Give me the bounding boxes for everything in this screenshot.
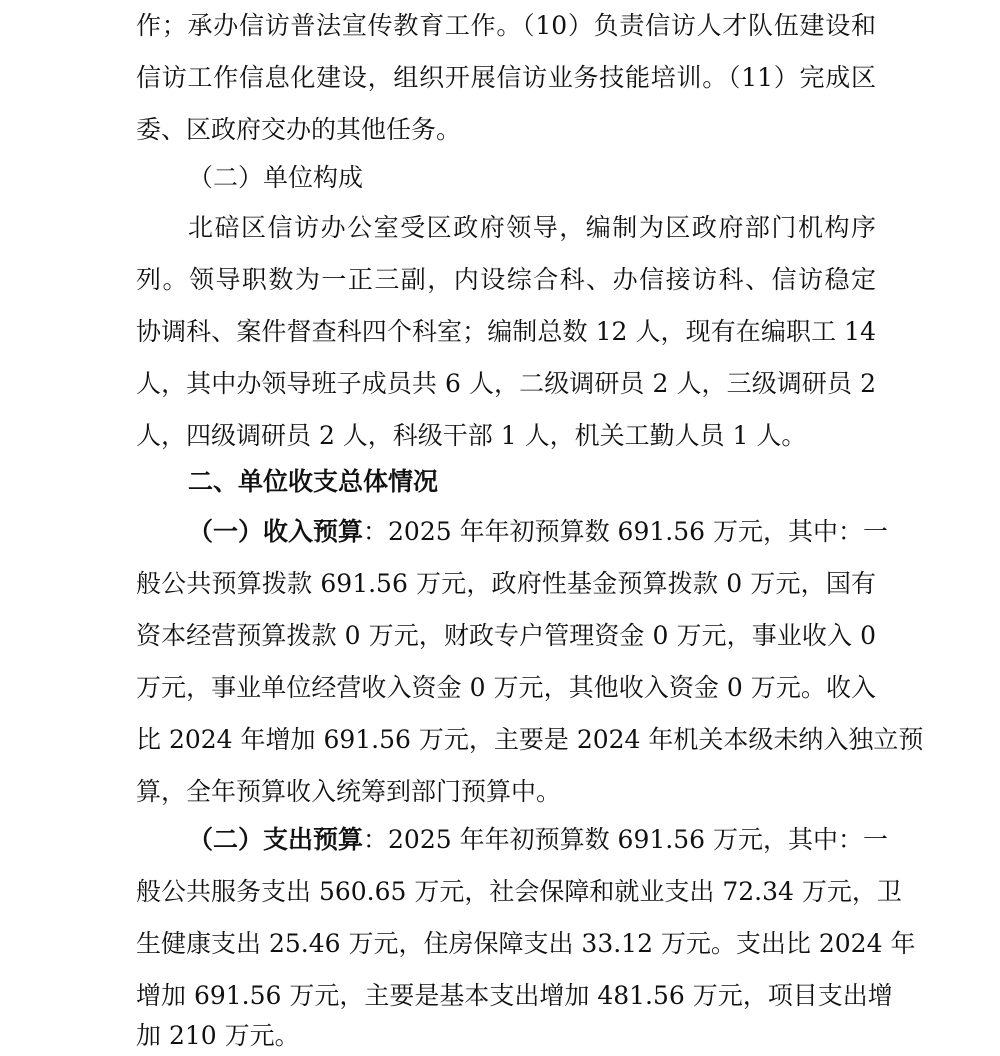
expenditure-line-1-text: ：2025 年年初预算数 691.56 万元，其中：一 xyxy=(363,825,888,854)
income-line-2: 般公共预算拨款 691.56 万元，政府性基金预算拨款 0 万元，国有 xyxy=(136,569,876,598)
income-line-1 xyxy=(188,512,888,552)
income-label: （一）收入预算 xyxy=(188,517,364,546)
income-line-5: 比 2024 年增加 691.56 万元，主要是 2024 年机关本级未纳入独立预 xyxy=(136,725,924,754)
paragraph-1-line-3: 委、区政府交办的其他任务。 xyxy=(136,115,462,144)
expenditure-label: （二）支出预算 xyxy=(188,825,364,854)
paragraph-2-line-4: 人，其中办领导班子成员共 6 人，二级调研员 2 人，三级调研员 2 xyxy=(136,369,876,398)
paragraph-2-line-3: 协调科、案件督查科四个科室；编制总数 12 人，现有在编职工 14 xyxy=(136,317,876,346)
paragraph-2-line-2: 列。领导职数为一正三副，内设综合科、办信接访科、信访稳定 xyxy=(136,265,876,294)
section-heading-unit: （二）单位构成 xyxy=(188,163,364,192)
expenditure-line-3: 生健康支出 25.46 万元，住房保障支出 33.12 万元。支出比 2024 年 xyxy=(136,929,916,958)
expenditure-line-5: 加 210 万元。 xyxy=(136,1021,300,1050)
expenditure-line-2: 般公共服务支出 560.65 万元，社会保障和就业支出 72.34 万元，卫 xyxy=(136,877,902,906)
income-line-4: 万元，事业单位经营收入资金 0 万元，其他收入资金 0 万元。收入 xyxy=(136,673,876,702)
income-line-1-text: ：2025 年年初预算数 691.56 万元，其中：一 xyxy=(363,517,888,546)
paragraph-2-line-1: 北碚区信访办公室受区政府领导，编制为区政府部门机构序 xyxy=(188,213,876,242)
paragraph-1-line-2: 信访工作信息化建设，组织开展信访业务技能培训。（11）完成区 xyxy=(136,63,876,92)
section-heading-overview: 二、单位收支总体情况 xyxy=(188,467,439,496)
paragraph-1-line-1: 作；承办信访普法宣传教育工作。（10）负责信访人才队伍建设和 xyxy=(136,11,876,40)
expenditure-line-1 xyxy=(188,820,888,860)
income-line-6: 算，全年预算收入统筹到部门预算中。 xyxy=(136,777,562,806)
income-line-3: 资本经营预算拨款 0 万元，财政专户管理资金 0 万元，事业收入 0 xyxy=(136,621,876,650)
paragraph-2-line-5: 人，四级调研员 2 人，科级干部 1 人，机关工勤人员 1 人。 xyxy=(136,421,807,450)
expenditure-line-4: 增加 691.56 万元，主要是基本支出增加 481.56 万元，项目支出增 xyxy=(136,981,893,1010)
